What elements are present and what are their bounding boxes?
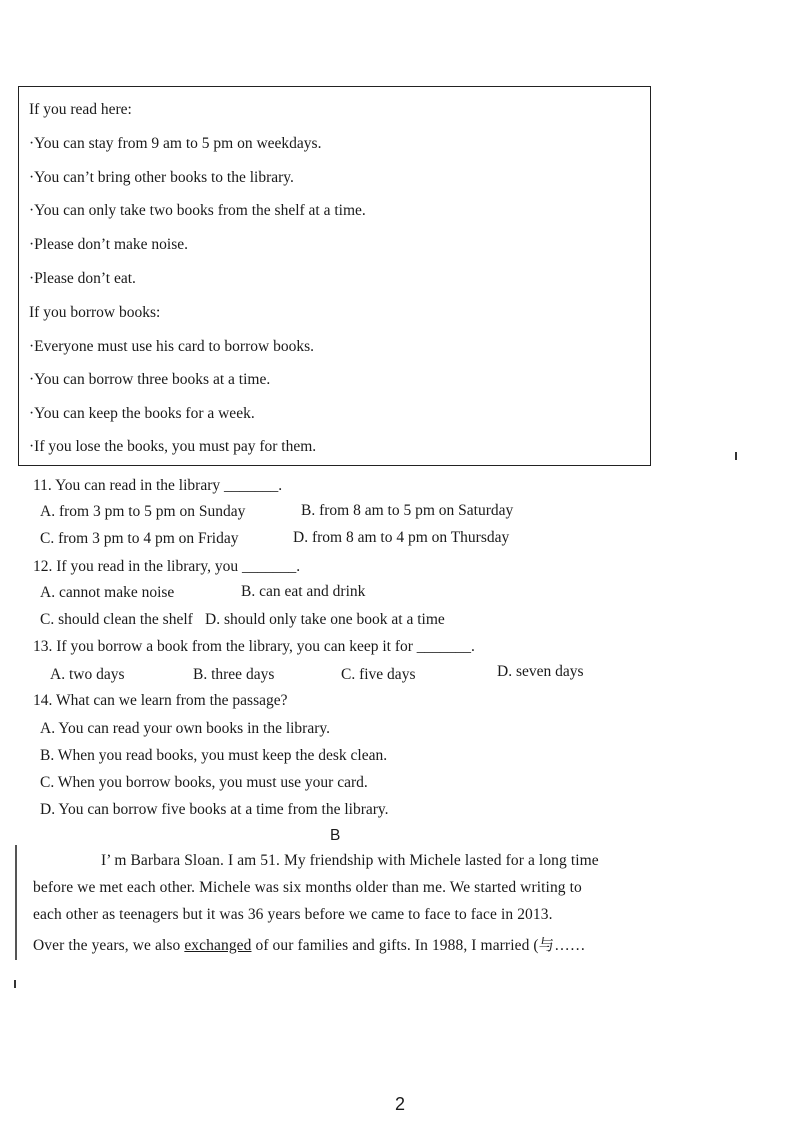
question-11-option-d: D. from 8 am to 4 pm on Thursday <box>293 529 510 546</box>
question-14-option-b: B. When you read books, you must keep the desk clean. <box>40 747 388 764</box>
question-13-stem: 13. If you borrow a book from the library, you can keep it for _______. <box>33 638 475 655</box>
passage-line: before we met each other. Michele was six months older than me. We started writing to <box>33 879 582 896</box>
question-12-option-d: D. should only take one book at a time <box>205 611 445 628</box>
question-13-option-c: C. five days <box>341 666 416 683</box>
underlined-word: exchanged <box>184 937 252 954</box>
scan-mark <box>14 980 16 988</box>
section-b-label: B <box>330 827 341 844</box>
reading-rule: ·You can stay from 9 am to 5 pm on weekdays. <box>29 135 322 152</box>
question-11-stem: 11. You can read in the library _______. <box>33 477 283 494</box>
question-12-option-a: A. cannot make noise <box>40 584 175 601</box>
reading-rule: ·Please don’t make noise. <box>29 236 188 253</box>
question-12-option-b: B. can eat and drink <box>241 583 366 600</box>
scan-mark <box>735 452 737 460</box>
library-rules-box <box>18 86 651 466</box>
reading-rule: ·You can only take two books from the shelf at a time. <box>29 202 366 219</box>
borrow-rule: ·You can borrow three books at a time. <box>29 371 271 388</box>
question-14-option-d: D. You can borrow five books at a time from the library. <box>40 801 389 818</box>
borrow-heading: If you borrow books: <box>29 304 161 321</box>
passage-text: Over the years, we also <box>33 937 185 954</box>
question-11-option-a: A. from 3 pm to 5 pm on Sunday <box>40 503 246 520</box>
question-11-option-b: B. from 8 am to 5 pm on Saturday <box>301 502 514 519</box>
borrow-rule: ·You can keep the books for a week. <box>29 405 255 422</box>
question-14-stem: 14. What can we learn from the passage? <box>33 692 288 709</box>
reading-heading: If you read here: <box>29 101 132 118</box>
question-14-option-c: C. When you borrow books, you must use your card. <box>40 774 368 791</box>
borrow-rule: ·Everyone must use his card to borrow books. <box>29 338 314 355</box>
borrow-rule: ·If you lose the books, you must pay for them. <box>29 438 317 455</box>
question-13-option-a: A. two days <box>50 666 125 683</box>
question-11-option-c: C. from 3 pm to 4 pm on Friday <box>40 530 239 547</box>
passage-line <box>33 933 585 955</box>
passage-line: each other as teenagers but it was 36 years before we came to face to face in 2013. <box>33 906 553 923</box>
reading-rule: ·Please don’t eat. <box>29 270 136 287</box>
question-13-option-b: B. three days <box>193 666 275 683</box>
page-number: 2 <box>395 1094 406 1114</box>
reading-rule: ·You can’t bring other books to the library. <box>29 169 294 186</box>
question-14-option-a: A. You can read your own books in the library. <box>40 720 331 737</box>
question-12-stem: 12. If you read in the library, you _______. <box>33 558 301 575</box>
scan-edge-line <box>15 845 17 960</box>
question-12-option-c: C. should clean the shelf <box>40 611 193 628</box>
question-13-option-d: D. seven days <box>497 663 584 680</box>
passage-text: of our families and gifts. In 1988, I married (与…… <box>251 937 586 954</box>
passage-line: I’ m Barbara Sloan. I am 51. My friendship with Michele lasted for a long time <box>101 852 599 869</box>
